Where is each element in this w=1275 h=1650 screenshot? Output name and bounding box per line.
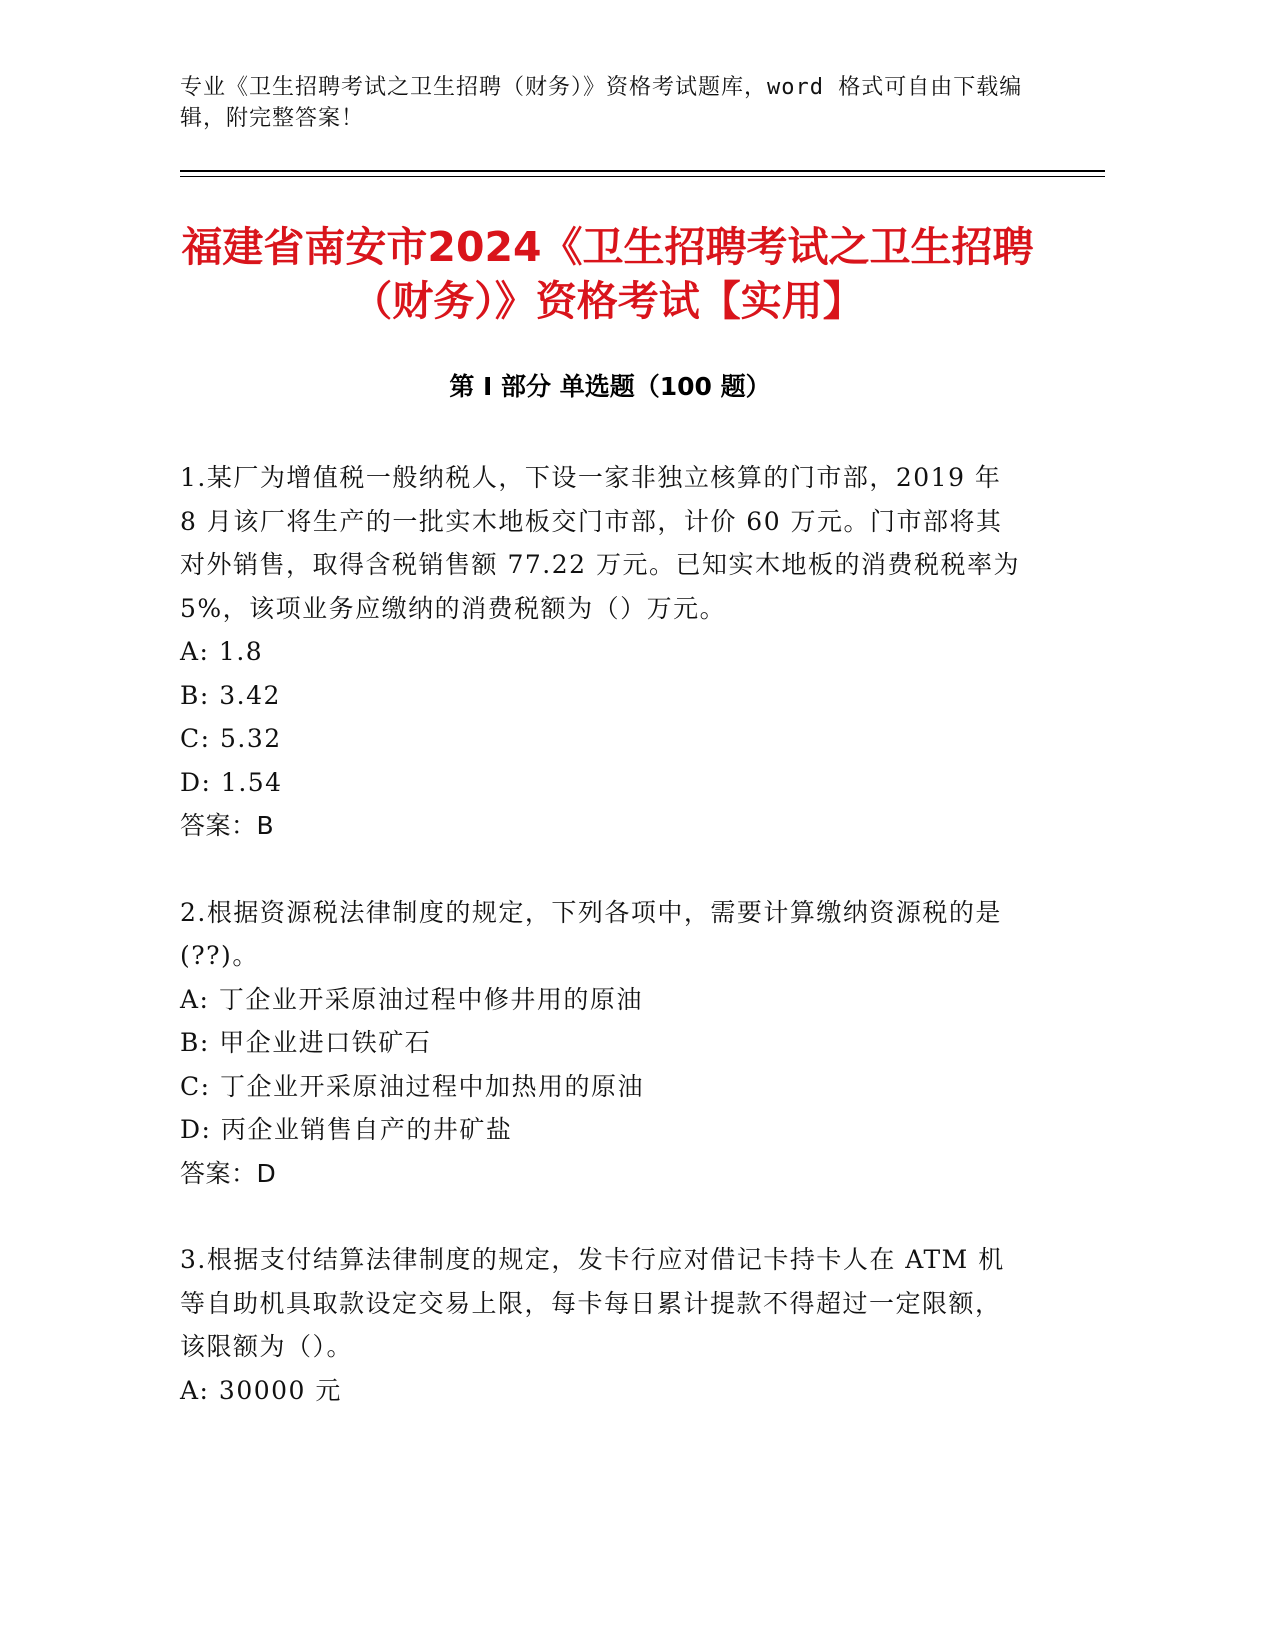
header-note: 专业《卫生招聘考试之卫生招聘（财务）》资格考试题库，word 格式可自由下载编辑，附完整答案！ bbox=[180, 75, 1023, 131]
option-b: B: 3.42 bbox=[180, 680, 281, 710]
question-1 bbox=[180, 456, 1025, 848]
question-stem: 1.某厂为增值税一般纳税人，下设一家非独立核算的门市部，2019 年 8 月该厂将生产的一批实木地板交门市部，计价 60 万元。门市部将其对外销售，取得含税销售额 77.22 万元。已知实木地板的消费税税率为 5%，该项业务应缴纳的消费税额为（）万元。 bbox=[180, 463, 1020, 623]
answer-line: 答案：D bbox=[180, 1158, 277, 1188]
option-d: D: 1.54 bbox=[180, 767, 283, 797]
question-list bbox=[180, 456, 1025, 1455]
option-c: C: 丁企业开采原油过程中加热用的原油 bbox=[180, 1071, 644, 1101]
answer-line: 答案：B bbox=[180, 811, 275, 840]
header-rule-thick bbox=[180, 170, 1105, 172]
header-rule-thin bbox=[180, 176, 1105, 177]
option-d: D: 丙企业销售自产的井矿盐 bbox=[180, 1115, 513, 1144]
question-stem: 3.根据支付结算法律制度的规定，发卡行应对借记卡持卡人在 ATM 机等自助机具取款设定交易上限，每卡每日累计提款不得超过一定限额，该限额为（）。 bbox=[180, 1245, 1005, 1361]
option-list bbox=[180, 978, 1025, 1152]
option-a: A: 丁企业开采原油过程中修井用的原油 bbox=[180, 984, 643, 1014]
document-title: 福建省南安市2024《卫生招聘考试之卫生招聘（财务）》资格考试【实用】 bbox=[181, 223, 1034, 325]
section-title: 第 I 部分 单选题（100 题） bbox=[449, 372, 771, 401]
option-a: A: 1.8 bbox=[180, 637, 264, 666]
option-c: C: 5.32 bbox=[180, 724, 282, 753]
option-b: B: 甲企业进口铁矿石 bbox=[180, 1028, 432, 1057]
option-a: A: 30000 元 bbox=[180, 1375, 342, 1405]
option-list bbox=[180, 1369, 1025, 1413]
question-3 bbox=[180, 1238, 1025, 1412]
question-stem: 2.根据资源税法律制度的规定，下列各项中，需要计算缴纳资源税的是(??)。 bbox=[180, 897, 1002, 970]
option-list bbox=[180, 630, 1025, 804]
question-2 bbox=[180, 891, 1025, 1196]
